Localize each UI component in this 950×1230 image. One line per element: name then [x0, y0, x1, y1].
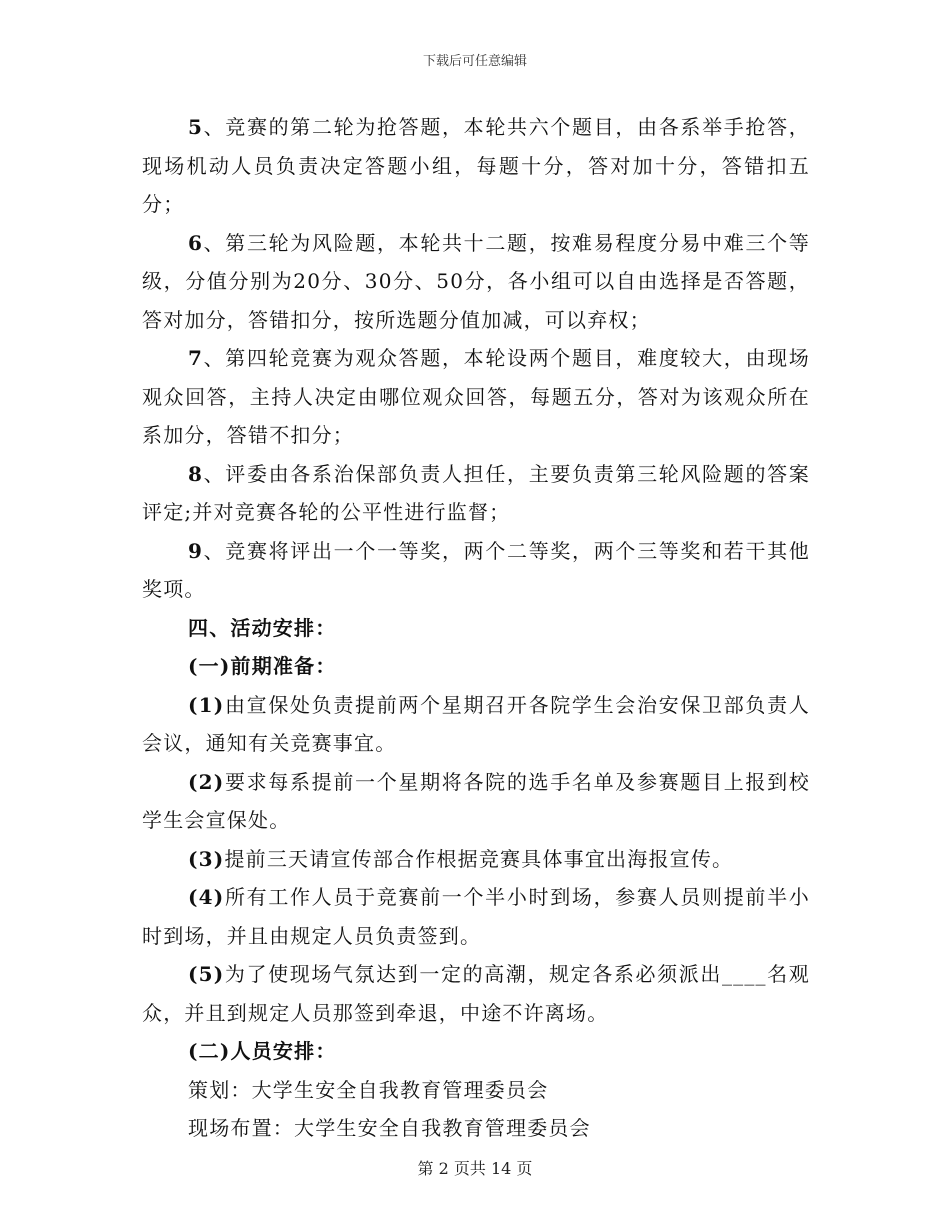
subsection-heading-preparation: (一)前期准备：	[188, 654, 337, 678]
paragraph-text: 、第四轮竞赛为观众答题，本轮设两个题目，难度较大，由现场观众回答，主持人决定由哪位观众回答，每题五分，答对为该观众所在系加分，答错不扣分；	[142, 346, 810, 447]
item-number: (5)	[188, 962, 225, 986]
document-body	[142, 108, 810, 1148]
prep-item-1	[142, 686, 810, 763]
staff-line-planning: 策划：大学生安全自我教育管理委员会	[188, 1077, 549, 1102]
item-text: 为了使现场气氛达到一定的高潮，规定各系必须派出____名观众，并且到规定人员那签到牵退，中途不许离场。	[142, 962, 810, 1025]
paragraph-number: 5	[188, 115, 204, 139]
rule-paragraph-7	[142, 339, 810, 455]
rule-paragraph-6	[142, 224, 810, 340]
subsection-heading-staffing: (二)人员安排：	[188, 1039, 337, 1063]
page-number-footer: 第 2 页共 14 页	[417, 1159, 533, 1178]
item-text: 由宣保处负责提前两个星期召开各院学生会治安保卫部负责人会议，通知有关竞赛事宜。	[142, 692, 810, 755]
item-number: (3)	[188, 846, 225, 871]
paragraph-number: 6	[188, 230, 204, 255]
prep-item-4	[142, 878, 810, 955]
paragraph-text: 、竞赛的第二轮为抢答题，本轮共六个题目，由各系举手抢答，现场机动人员负责决定答题小组，每题十分，答对加十分，答错扣五分；	[142, 115, 810, 216]
paragraph-number: 8	[188, 461, 204, 486]
item-number: (4)	[188, 885, 225, 909]
prep-item-5	[142, 955, 810, 1032]
prep-item-3	[142, 840, 810, 879]
staff-line-venue-setup: 现场布置：大学生安全自我教育管理委员会	[188, 1116, 591, 1140]
paragraph-number: 9	[188, 538, 204, 563]
rule-paragraph-5	[142, 108, 810, 224]
paragraph-text: 、评委由各系治保部负责人担任，主要负责第三轮风险题的答案评定;并对竞赛各轮的公平性进行监督；	[142, 461, 810, 524]
item-text: 所有工作人员于竞赛前一个半小时到场，参赛人员则提前半小时到场，并且由规定人员负责签到。	[142, 885, 810, 948]
page-header-watermark: 下载后可任意编辑	[422, 54, 527, 69]
rule-paragraph-9	[142, 532, 810, 609]
prep-item-2	[142, 763, 810, 840]
paragraph-number: 7	[188, 346, 204, 370]
paragraph-text: 、第三轮为风险题，本轮共十二题，按难易程度分易中难三个等级，分值分别为20分、30分、50分，各小组可以自由选择是否答题，答对加分，答错扣分，按所选题分值加减，可以弃权；	[142, 230, 810, 332]
rule-paragraph-8	[142, 455, 810, 532]
item-text: 提前三天请宣传部合作根据竞赛具体事宜出海报宣传。	[224, 846, 734, 871]
paragraph-text: 、竞赛将评出一个一等奖，两个二等奖，两个三等奖和若干其他奖项。	[142, 538, 810, 601]
item-number: (2)	[188, 769, 225, 794]
item-number: (1)	[188, 692, 225, 717]
section-heading-activity-arrangement: 四、活动安排：	[188, 615, 337, 640]
item-text: 要求每系提前一个星期将各院的选手名单及参赛题目上报到校学生会宣保处。	[142, 769, 810, 832]
